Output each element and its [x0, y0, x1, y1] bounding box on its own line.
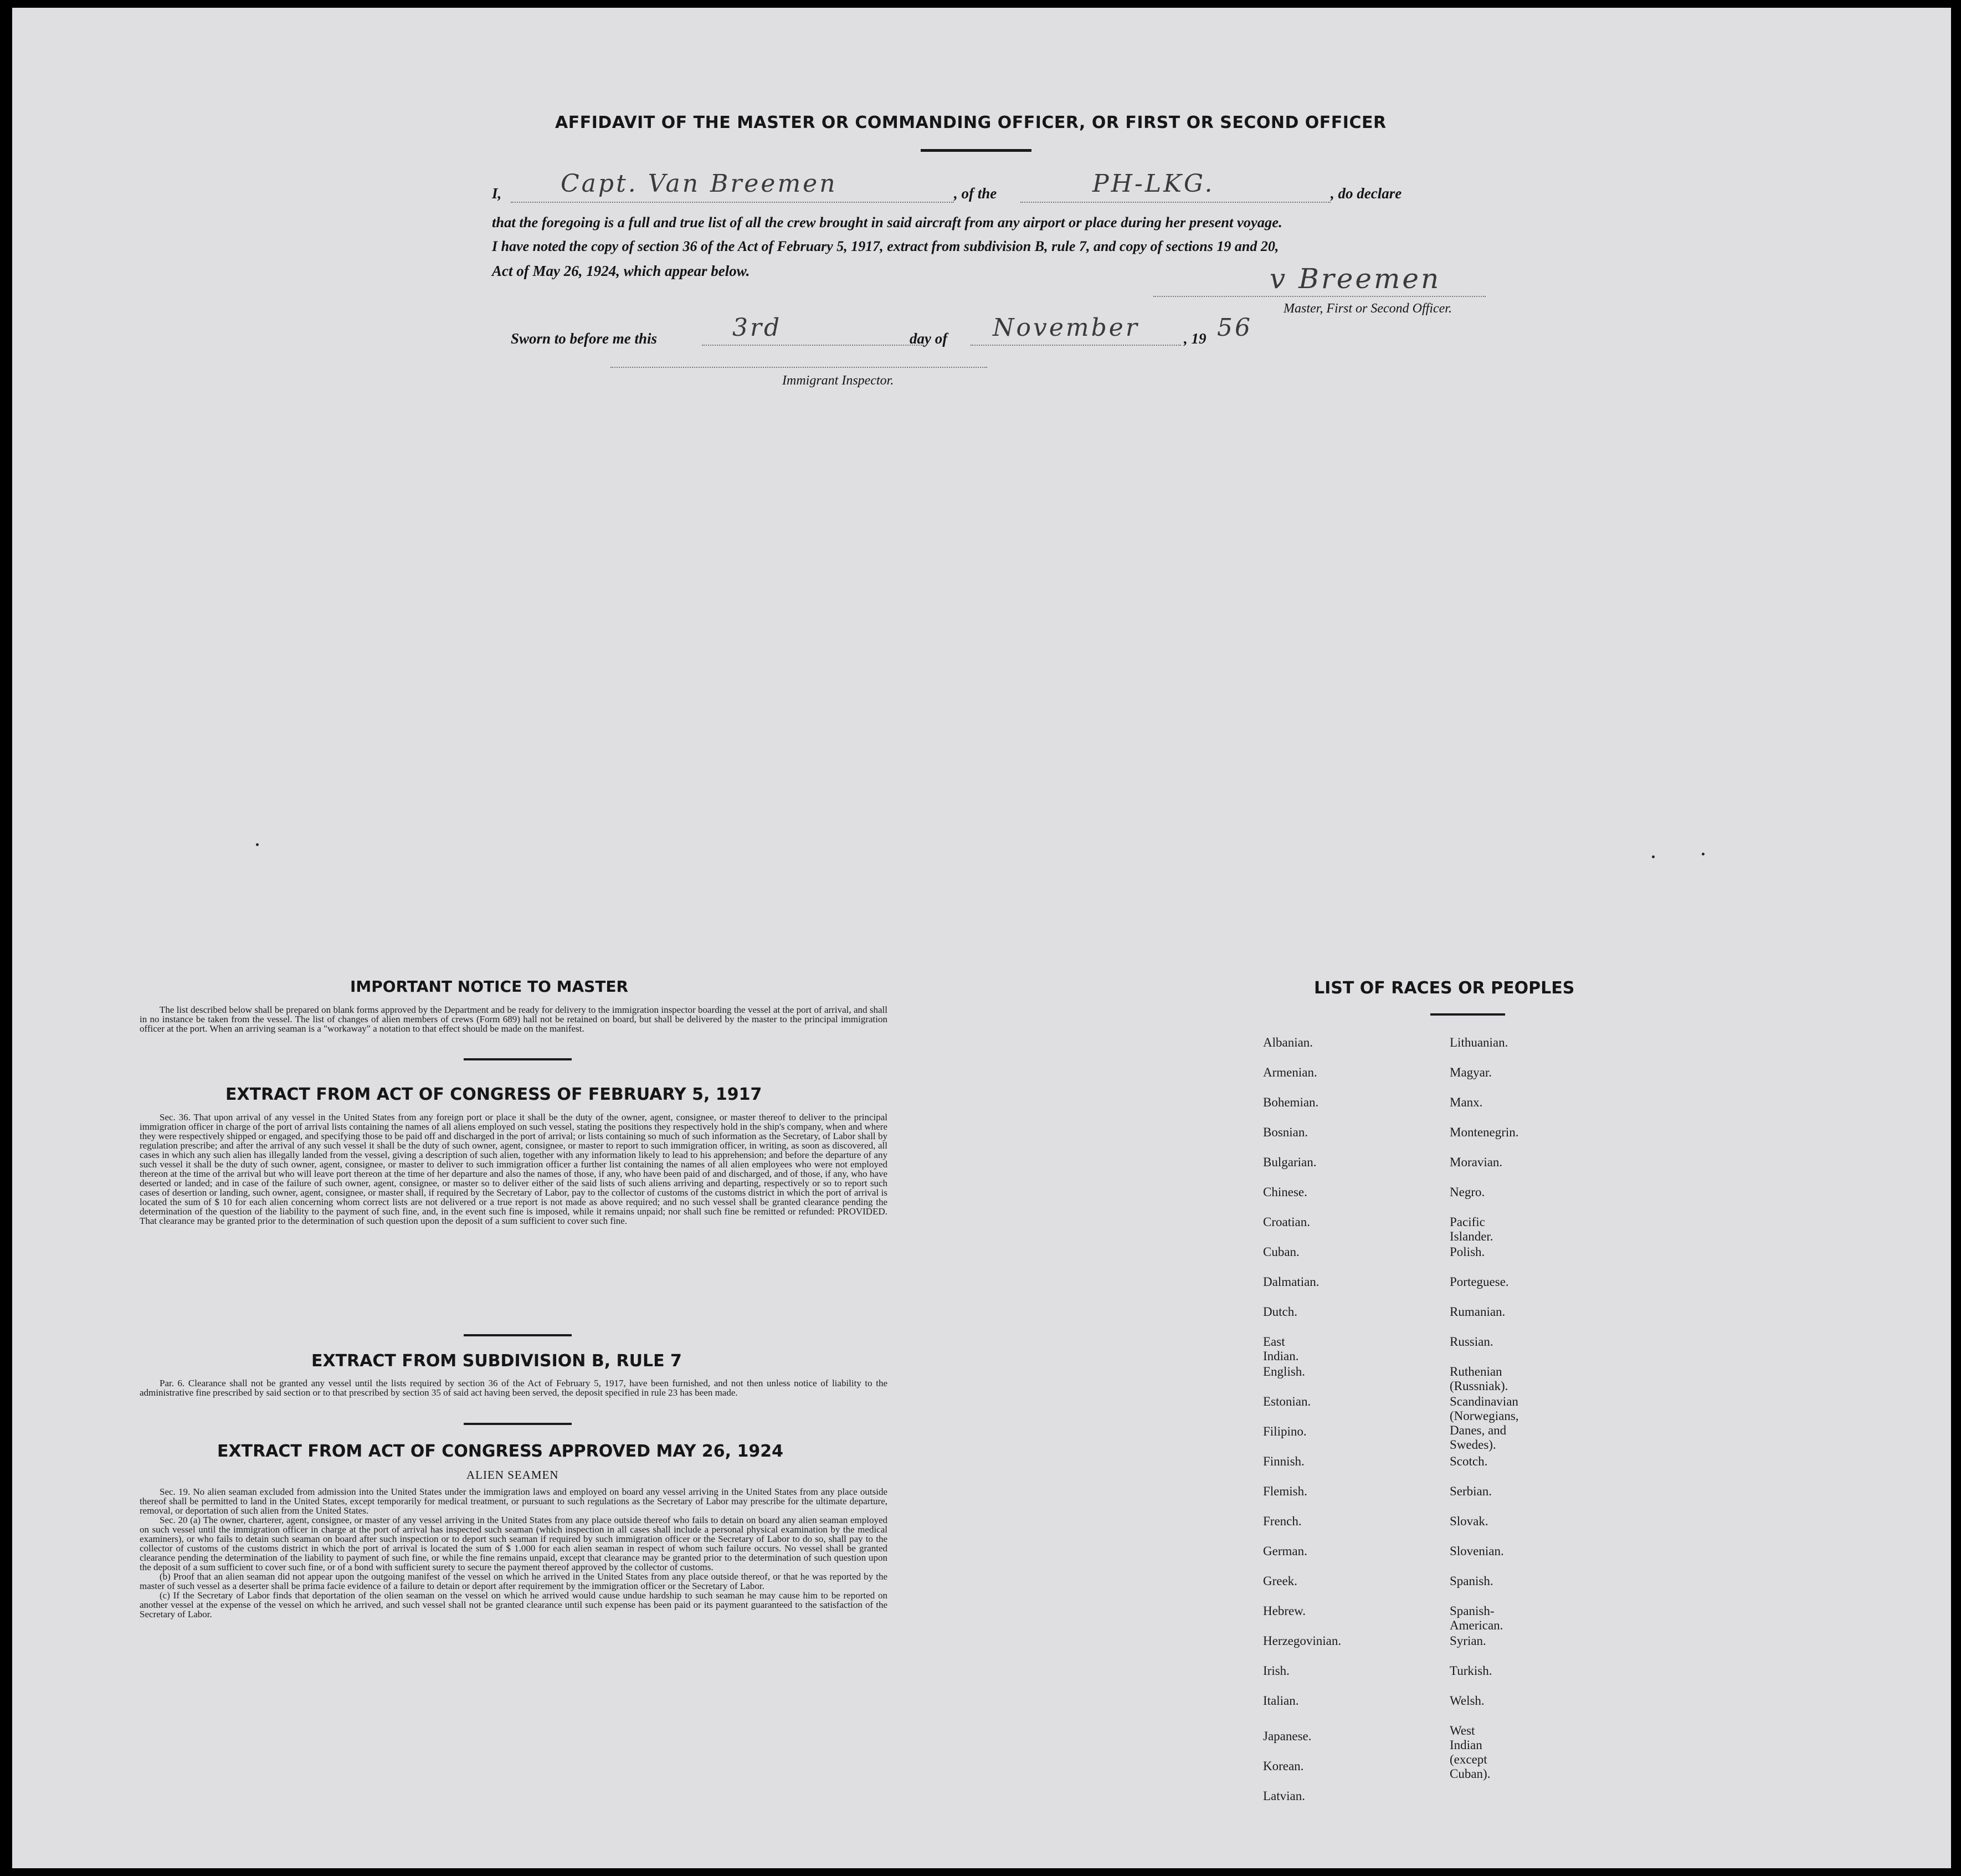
- master-signature: v Breemen: [1270, 263, 1441, 295]
- name-dotted-line: [511, 202, 954, 203]
- sworn-label: Sworn to before me this: [511, 330, 658, 347]
- race-item: Moravian.: [1450, 1155, 1503, 1169]
- race-item: Ruthenian (Russniak).: [1450, 1365, 1508, 1393]
- race-item: Flemish.: [1263, 1484, 1307, 1498]
- sworn-month: November: [993, 314, 1139, 342]
- races-title: LIST OF RACES OR PEOPLES: [1314, 978, 1575, 998]
- sec-19-paragraph: Sec. 19. No alien seaman excluded from admission into the United States under the immigration laws and employed on board any vessel arriving in the United States from any place outside thereof shall be permitted to land in the United States, except temporarily for medical treatment, or pursuant to such regulations as the Secretary of Labor may prescribe for the ultimate departure, removal, or deportation of such alien from the United States.: [140, 1487, 887, 1516]
- rule7-text: [140, 1378, 887, 1397]
- race-item: Finnish.: [1263, 1454, 1305, 1468]
- race-item: Herzegovinian.: [1263, 1634, 1342, 1648]
- race-item: Welsh.: [1450, 1694, 1485, 1708]
- extract-1924-text: [140, 1487, 887, 1619]
- race-item: Scandinavian (Norwegians, Danes, and Swedes).: [1450, 1395, 1519, 1452]
- race-item: Irish.: [1263, 1664, 1290, 1678]
- document-page: [12, 8, 1951, 1868]
- do-declare-label: , do declare: [1331, 185, 1402, 202]
- race-item: English.: [1263, 1365, 1306, 1378]
- sec-20b-paragraph: (b) Proof that an alien seaman did not appear upon the outgoing manifest of the vessel on which he arrived in the United States from any place outside thereof, or that he was reported by the master of such vessel as a deserter shall be prima facie evidence of a failure to detain or deport after requirement by the immigration officer or the Secretary of Labor.: [140, 1571, 887, 1591]
- rule7-title: EXTRACT FROM SUBDIVISION B, RULE 7: [311, 1351, 682, 1371]
- extract-1917-title: EXTRACT FROM ACT OF CONGRESS OF FEBRUARY 5, 1917: [225, 1085, 762, 1104]
- race-item: Japanese.: [1263, 1729, 1312, 1743]
- race-item: West Indian (except Cuban).: [1450, 1724, 1491, 1781]
- race-item: Slovenian.: [1450, 1544, 1504, 1558]
- sec-20a-paragraph: Sec. 20 (a) The owner, charterer, agent, consignee, or master of any vessel arriving in the United States from any place outside thereof who fails to detain on board any alien seaman employed on such vessel until the immigration officer in charge at the port of arrival has inspected such seaman (which inspection in all cases shall include a personal physical examination by the medical examiners), or who fails to detain such seaman on board after such inspection or to deport such seaman if required by such immigration officer or the Secretary of Labor to do so, shall pay to the collector of customs of the customs district in which the port of arrival is located the sum of $ 1.000 for each alien seaman in respect of whom such failure occurs. No vessel shall be granted clearance pending the determination of the liability to payment of such fine, or while the fine remains unpaid, except that clearance may be granted prior to the determination of such question upon the deposit of a sum sufficient to cover such fine, or of a bond with sufficient surety to secure the payment thereof approved by the collector of customs.: [140, 1515, 887, 1572]
- declaration-line-4: Act of May 26, 1924, which appear below.: [492, 263, 750, 279]
- aircraft-dotted-line: [1020, 202, 1331, 203]
- captain-name: Capt. Van Breemen: [561, 170, 838, 198]
- notice-title: IMPORTANT NOTICE TO MASTER: [350, 977, 629, 996]
- race-item: Turkish.: [1450, 1664, 1492, 1678]
- race-item: Manx.: [1450, 1095, 1483, 1109]
- race-item: Filipino.: [1263, 1424, 1307, 1438]
- race-item: Bosnian.: [1263, 1125, 1308, 1139]
- race-item: Bohemian.: [1263, 1095, 1319, 1109]
- race-item: Greek.: [1263, 1574, 1297, 1588]
- rule7-paragraph: Par. 6. Clearance shall not be granted any vessel until the lists required by section 36 of the Act of February 5, 1917, have been furnished, and not then unless notice of liability to the administrative fine prescribed by said section or to that prescribed by section 35 of said act having been served, the deposit specified in rule 23 has been made.: [140, 1378, 887, 1398]
- race-item: Polish.: [1450, 1245, 1485, 1259]
- i-label: I,: [492, 185, 502, 202]
- race-item: Rumanian.: [1450, 1305, 1506, 1319]
- race-item: Dutch.: [1263, 1305, 1297, 1319]
- race-item: Spanish-American.: [1450, 1604, 1503, 1632]
- race-item: Slovak.: [1450, 1514, 1488, 1528]
- year-prefix: , 19: [1184, 330, 1207, 347]
- sec-20c-paragraph: (c) If the Secretary of Labor finds that deportation of the olien seaman on the vessel on which he arrived would cause undue hardship to such seaman he may cause him to be reported on another vessel at the expense of the vessel on which he arrived, and such vessel shall not be granted clearance until such expense has been paid or its payment guaranteed to the satisfaction of the Secretary of Labor.: [140, 1590, 887, 1619]
- race-item: French.: [1263, 1514, 1302, 1528]
- extract-1917-text: [140, 1113, 887, 1226]
- inspector-dotted-line: [610, 367, 987, 368]
- race-item: Cuban.: [1263, 1245, 1300, 1259]
- month-dotted-line: [971, 345, 1181, 346]
- race-item: Magyar.: [1450, 1065, 1492, 1079]
- race-item: Italian.: [1263, 1694, 1299, 1708]
- stray-mark: [256, 843, 259, 846]
- stray-mark: [1702, 853, 1705, 855]
- race-item: Syrian.: [1450, 1634, 1486, 1648]
- inspector-caption: Immigrant Inspector.: [782, 373, 894, 388]
- race-item: Estonian.: [1263, 1395, 1311, 1408]
- race-item: German.: [1263, 1544, 1307, 1558]
- extract-1917-rule: [464, 1334, 572, 1336]
- race-item: Latvian.: [1263, 1789, 1305, 1803]
- signature-caption: Master, First or Second Officer.: [1284, 301, 1452, 316]
- day-dotted-line: [702, 345, 923, 346]
- aircraft-registration: PH-LKG.: [1092, 170, 1215, 198]
- race-item: Negro.: [1450, 1185, 1485, 1199]
- race-item: Scotch.: [1450, 1454, 1488, 1468]
- sworn-year: 56: [1217, 314, 1252, 342]
- race-item: East Indian.: [1263, 1335, 1299, 1363]
- declaration-line-2: that the foregoing is a full and true list of all the crew brought in said aircraft from any airport or place during her present voyage.: [492, 214, 1282, 230]
- race-item: Dalmatian.: [1263, 1275, 1320, 1289]
- race-item: Armenian.: [1263, 1065, 1317, 1079]
- race-item: Korean.: [1263, 1759, 1304, 1773]
- of-the-label: , of the: [954, 185, 997, 202]
- race-item: Montenegrin.: [1450, 1125, 1519, 1139]
- races-rule: [1430, 1013, 1505, 1016]
- extract-1924-subtitle: ALIEN SEAMEN: [466, 1468, 559, 1482]
- notice-rule: [464, 1058, 572, 1060]
- race-item: Hebrew.: [1263, 1604, 1306, 1618]
- sworn-day: 3rd: [732, 314, 782, 342]
- rule7-rule: [464, 1423, 572, 1425]
- extract-1917-paragraph: Sec. 36. That upon arrival of any vessel in the United States from any foreign port or place it shall be the duty of the owner, agent, consignee, or master thereof to deliver to the principal immigration officer in charge of the port of arrival lists containing the names of all aliens employed on such vessel, stating the positions they respectively hold in the ship's company, when and where they were respectively shipped or engaged, and specifying those to be paid off and discharged in the port of arrival; or lists containing so much of such information as the Secretary, of Labor shall by regulation prescribe; and after the arrival of any such vessel it shall be the duty of such owner, agent, consignee, or master to report to such immigration officer, in writing, as soon as discovered, all cases in which any such alien has illegally landed from the vessel, giving a description of such alien, together with any information likely to lead to his apprehension; and before the departure of any such vessel it shall be the duty of such owner, agent, consignee, or master to deliver to such immigration officer a further list containing the names of all alien employees who were not employed thereon at the time of the arrival but who will leave port thereon at the time of her departure and also the names of those, if any, who have been paid of and discharged, and of those, if any, who have deserted or landed; and in case of the failure of such owner, agent, consignee, or master so to deliver either of the said lists of such aliens arriving and departing, respectively or so to report such cases of desertion or landing, such owner, agent, consignee, or master shall, if required by the Secretary of Labor, pay to the collector of customs of the customs district in which the port of arrival is located the sum of $ 10 for each alien concerning whom correct lists are not delivered or a true report is not made as above required; and no such vessel shall be granted clearance pending the determination of the question of the liability to the payment of such fine, and, in the event such fine is imposed, while it remains unpaid; nor shall such fine be remitted or refunded: PROVIDED. That clearance may be granted prior to the determination of such question upon the deposit of a sum sufficient to cover such fine.: [140, 1112, 887, 1226]
- affidavit-title: AFFIDAVIT OF THE MASTER OR COMMANDING OFFICER, OR FIRST OR SECOND OFFICER: [555, 113, 1387, 132]
- race-item: Lithuanian.: [1450, 1036, 1508, 1049]
- race-item: Porteguese.: [1450, 1275, 1509, 1289]
- race-item: Serbian.: [1450, 1484, 1492, 1498]
- race-item: Spanish.: [1450, 1574, 1493, 1588]
- race-item: Bulgarian.: [1263, 1155, 1317, 1169]
- title-rule: [921, 149, 1031, 152]
- race-item: Russian.: [1450, 1335, 1493, 1349]
- declaration-line-3: I have noted the copy of section 36 of the Act of February 5, 1917, extract from subdivision B, rule 7, and copy of sections 19 and 20,: [492, 238, 1279, 254]
- race-item: Pacific Islander.: [1450, 1215, 1493, 1243]
- race-item: Croatian.: [1263, 1215, 1310, 1229]
- race-item: Chinese.: [1263, 1185, 1307, 1199]
- day-of-label: day of: [910, 330, 948, 347]
- stray-mark: [1652, 855, 1655, 858]
- race-item: Albanian.: [1263, 1036, 1313, 1049]
- notice-paragraph: The list described below shall be prepared on blank forms approved by the Department and be ready for delivery to the immigration inspector boarding the vessel at the port of arrival, and shall in no instance be taken from the vessel. The list of changes of alien members of crews (Form 689) hall not be retained on board, but shall be delivered by the master to the principal immigration officer at the port. When an arriving seaman is a "workaway" a notation to that effect should be made on the manifest.: [140, 1004, 887, 1034]
- signature-dotted-line: [1153, 296, 1486, 297]
- extract-1924-title: EXTRACT FROM ACT OF CONGRESS APPROVED MAY 26, 1924: [217, 1442, 783, 1461]
- notice-text: [140, 1005, 887, 1033]
